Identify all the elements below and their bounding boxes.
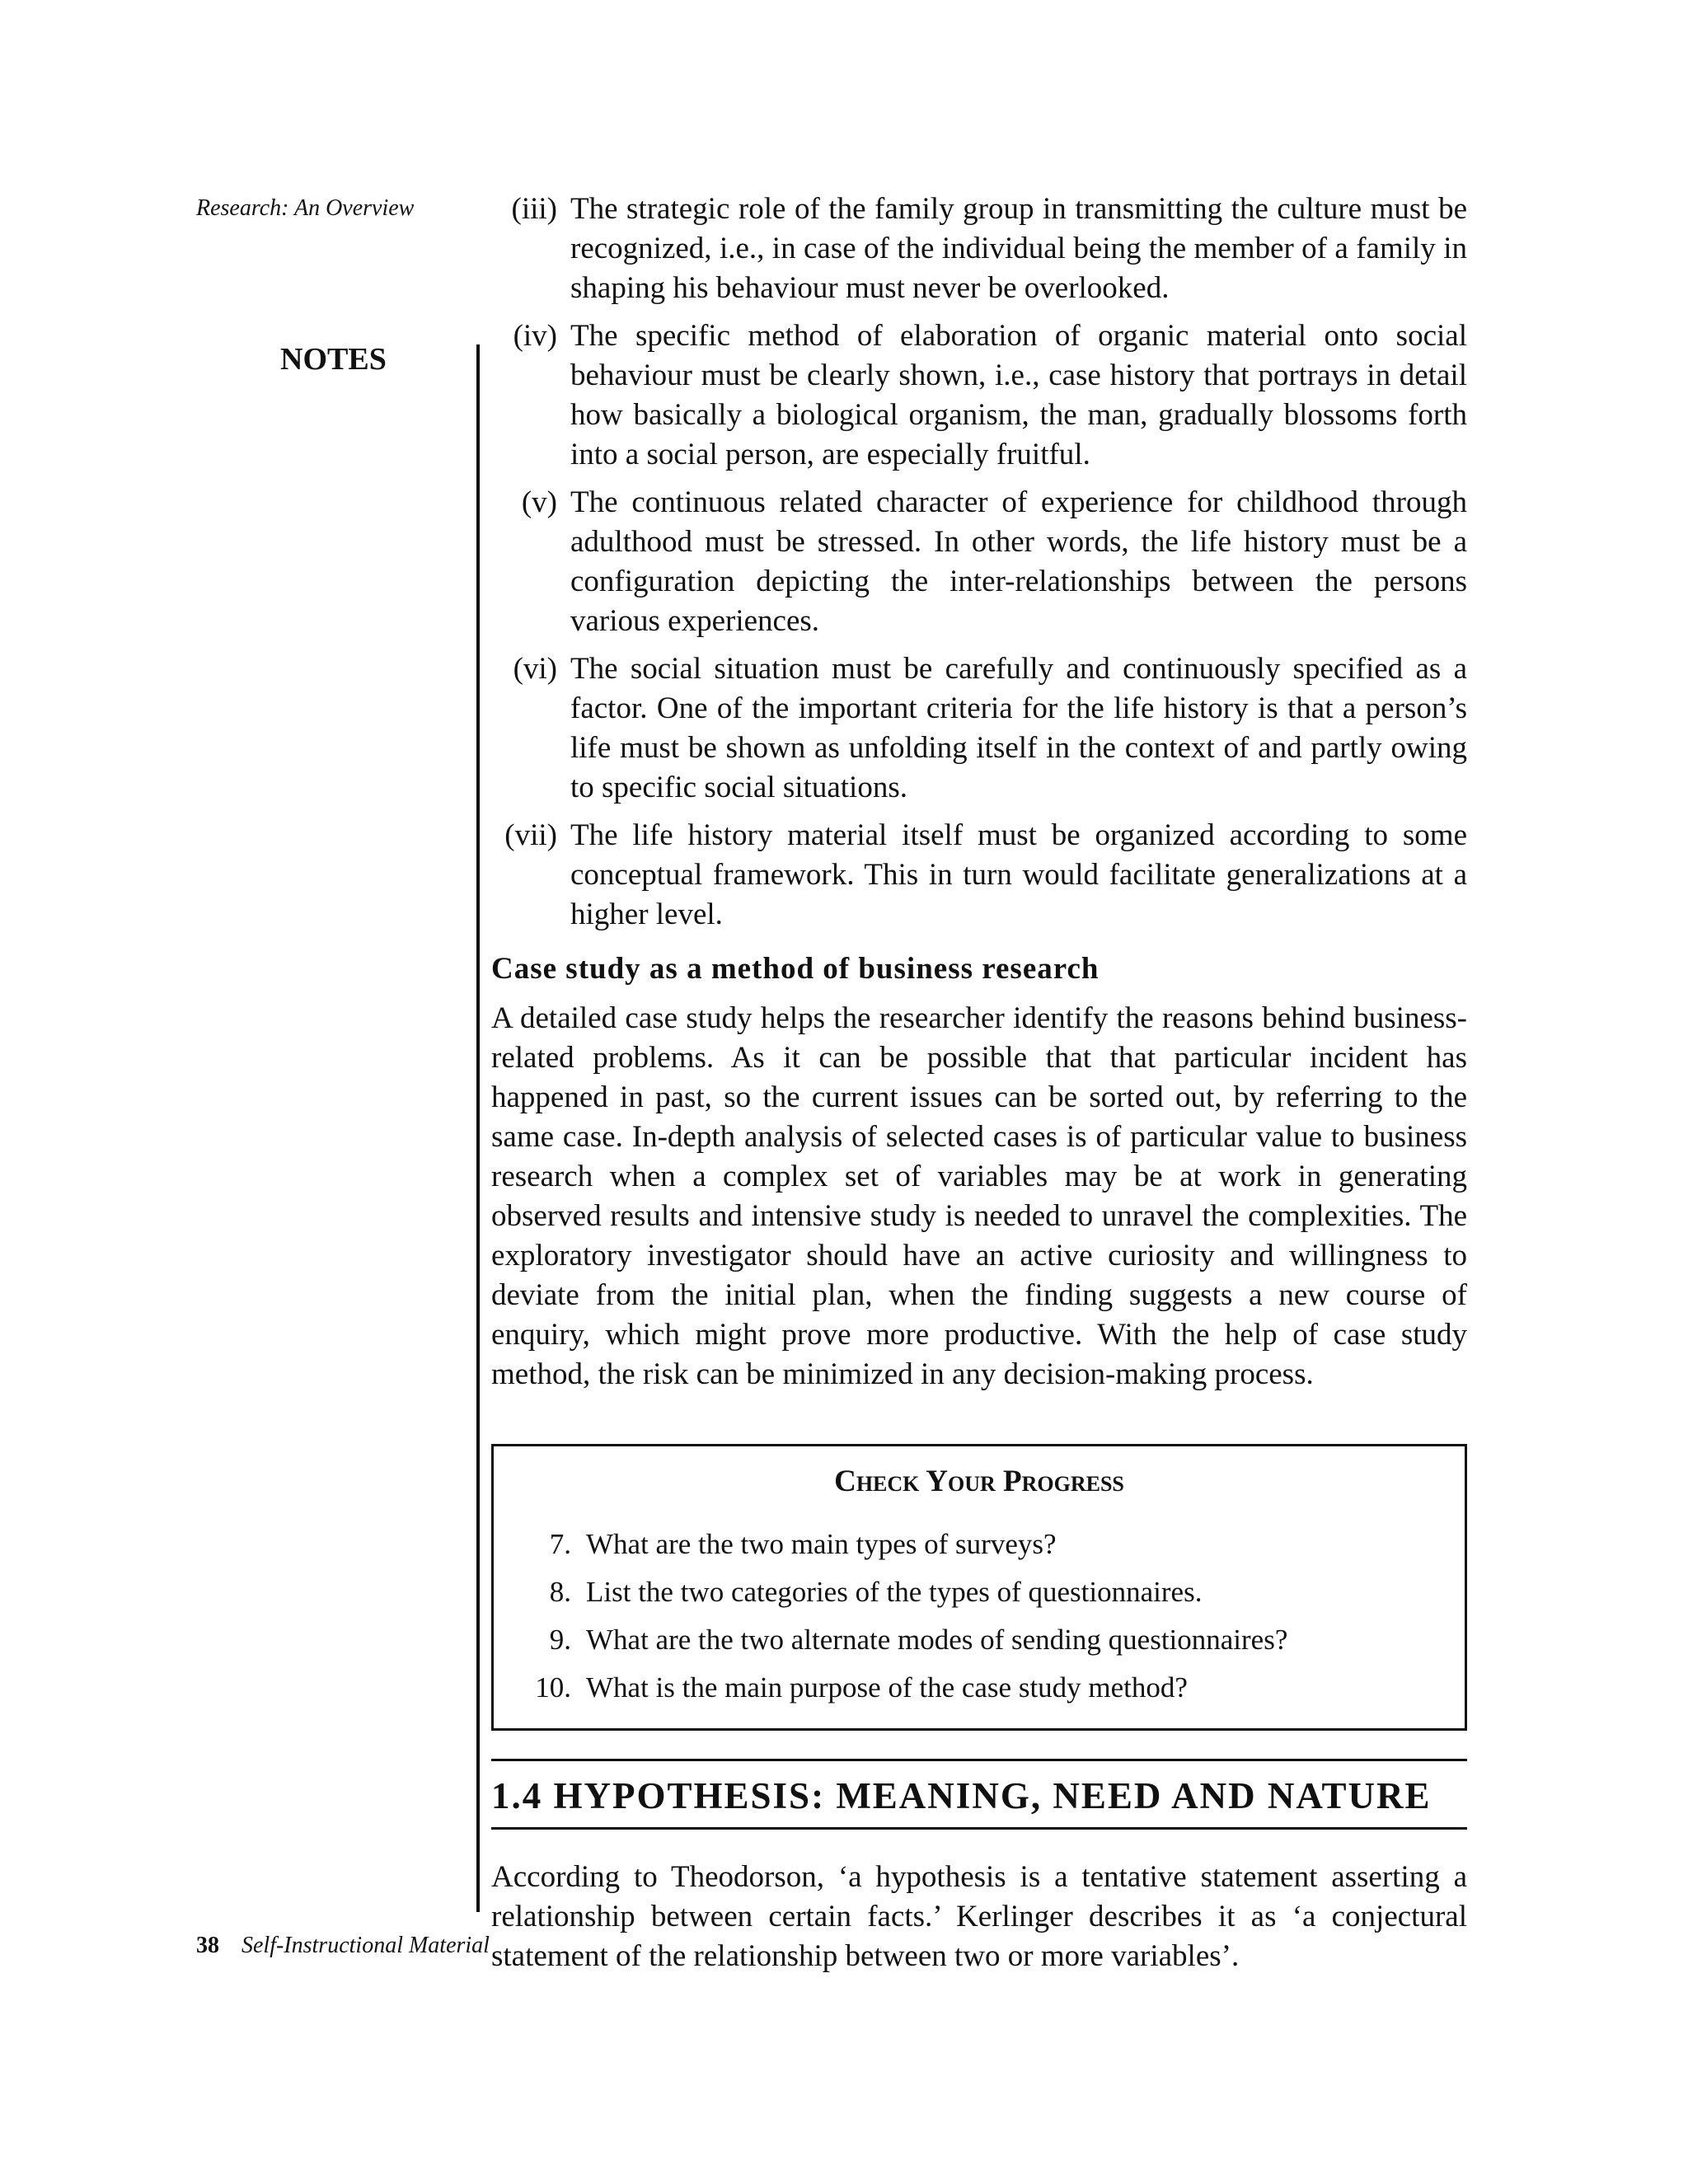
hypothesis-paragraph: According to Theodorson, ‘a hypothesis is a tentative statement asserting a relationship between certain facts.’ Kerlinger describes it as ‘a conjectural statement of the relationship between two or more variables’. bbox=[491, 1860, 1467, 1973]
question-number: 10. bbox=[535, 1671, 571, 1704]
question-item bbox=[527, 1521, 1432, 1568]
list-item-text: The continuous related character of experience for childhood through adulthood must be stressed. In other words, the life history must be a configuration depicting the inter-relationships between the persons various experiences. bbox=[570, 485, 1467, 638]
footer-title: Self-Instructional Material bbox=[241, 1933, 490, 1958]
question-item bbox=[527, 1568, 1432, 1616]
check-your-progress-title: Check Your Progress bbox=[834, 1465, 1124, 1498]
list-marker: (v) bbox=[521, 485, 557, 519]
notes-margin-label: NOTES bbox=[280, 342, 387, 377]
running-head: Research: An Overview bbox=[196, 195, 415, 221]
list-item-text: The specific method of elaboration of organic material onto social behaviour must be clearly shown, i.e., case history that portrays in detail how basically a biological organism, the man, gradually blossoms forth into a social person, are especially fruitful. bbox=[570, 319, 1467, 471]
section-heading: 1.4 HYPOTHESIS: MEANING, NEED AND NATURE bbox=[491, 1775, 1432, 1816]
list-item bbox=[491, 816, 1467, 935]
check-your-progress-box bbox=[491, 1444, 1467, 1731]
question-text: What is the main purpose of the case study method? bbox=[586, 1671, 1188, 1704]
case-study-paragraph: A detailed case study helps the researcher identify the reasons behind business-related problems. As it can be possible that that particular incident has happened in past, so the current issues can be sorted out, by referring to the same case. In-depth analysis of selected cases is of particular value to business research when a complex set of variables may be at work in generating observed results and intensive study is needed to unravel the complexities. The exploratory investigator should have an active curiosity and willingness to deviate from the initial plan, when the finding suggests a new course of enquiry, which might prove more productive. With the help of case study method, the risk can be minimized in any decision-making process. bbox=[491, 1001, 1467, 1391]
question-text: What are the two main types of surveys? bbox=[586, 1528, 1057, 1560]
list-item-text: The life history material itself must be organized according to some conceptual framework. This in turn would facilitate generalizations at a higher level. bbox=[570, 818, 1467, 931]
margin-rule bbox=[476, 344, 480, 1912]
section-header bbox=[491, 1759, 1467, 1830]
page-footer bbox=[196, 1932, 490, 1960]
list-marker: (iii) bbox=[511, 192, 557, 226]
list-marker: (vi) bbox=[513, 652, 557, 686]
page-number: 38 bbox=[196, 1933, 219, 1958]
list-item bbox=[491, 649, 1467, 808]
question-item bbox=[527, 1664, 1432, 1712]
list-item-text: The strategic role of the family group in transmitting the culture must be recognized, i.e., in case of the individual being the member of a family in shaping his behaviour must never be overlooked. bbox=[570, 192, 1467, 305]
question-item bbox=[527, 1616, 1432, 1664]
question-text: What are the two alternate modes of sending questionnaires? bbox=[586, 1624, 1288, 1656]
main-content bbox=[491, 190, 1467, 1976]
question-text: List the two categories of the types of questionnaires. bbox=[586, 1576, 1203, 1608]
question-list bbox=[527, 1521, 1432, 1712]
list-marker: (vii) bbox=[504, 818, 557, 852]
question-number: 9. bbox=[549, 1624, 571, 1656]
case-study-heading: Case study as a method of business research bbox=[491, 952, 1100, 986]
list-item bbox=[491, 316, 1467, 475]
list-item bbox=[491, 190, 1467, 308]
life-history-criteria-list bbox=[491, 190, 1467, 935]
list-item-text: The social situation must be carefully and continuously specified as a factor. One of the important criteria for the life history is that a person’s life must be shown as unfolding itself in the context of and partly owing to specific social situations. bbox=[570, 652, 1467, 804]
question-number: 8. bbox=[549, 1576, 571, 1608]
question-number: 7. bbox=[549, 1528, 571, 1560]
list-marker: (iv) bbox=[513, 319, 557, 353]
list-item bbox=[491, 483, 1467, 641]
